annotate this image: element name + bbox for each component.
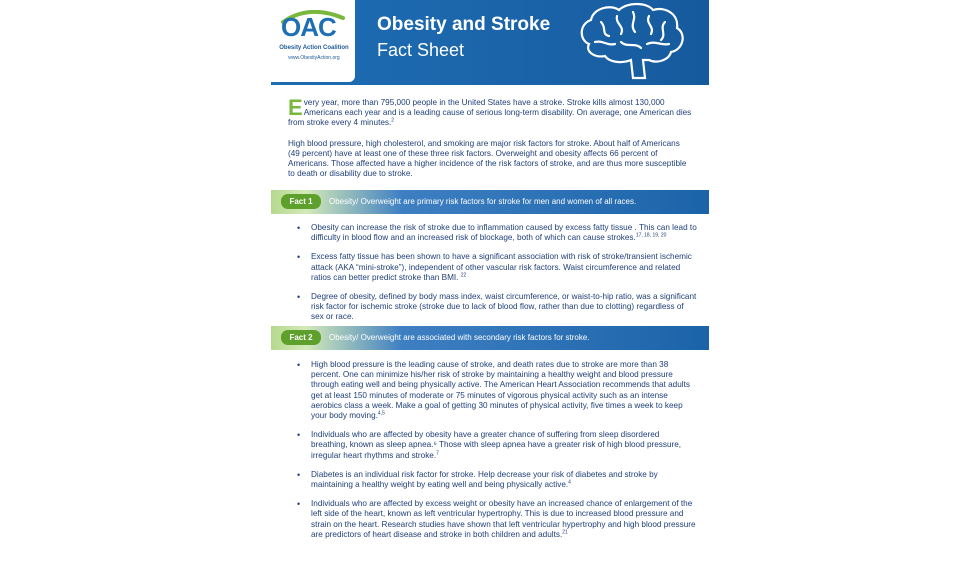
fact-2-heading: Obesity/ Overweight are associated with secondary risk factors for stroke. bbox=[329, 333, 590, 342]
list-item bbox=[287, 430, 697, 461]
list-item bbox=[287, 470, 697, 490]
bullet-text: Diabetes is an individual risk factor for stroke. Help decrease your risk of diabetes and stroke by maintaining a healthy weight by eating well and being physically active. bbox=[311, 469, 658, 490]
list-item bbox=[287, 223, 697, 243]
oac-logo[interactable] bbox=[271, 0, 355, 82]
footnote-ref: 4 bbox=[568, 479, 571, 486]
fact-2-list bbox=[287, 360, 697, 549]
fact-sheet-page bbox=[271, 0, 709, 566]
logo-letters: OAC bbox=[281, 12, 336, 42]
intro-p1-text: very year, more than 795,000 people in the United States have a stroke. Stroke kills almost 130,000 Americans each year and is a leading cause of serious long-term disability. On average, one American dies from stroke every 4 minutes. bbox=[288, 98, 692, 128]
page-subtitle: Fact Sheet bbox=[377, 40, 465, 60]
list-item bbox=[287, 499, 697, 540]
fact-2-bar bbox=[271, 326, 709, 350]
footnote-ref: 4,5 bbox=[377, 410, 385, 417]
logo-url: www.ObesityAction.org bbox=[288, 55, 340, 61]
footnote-ref: 7 bbox=[436, 449, 439, 456]
intro-section bbox=[288, 95, 693, 189]
fact-1-bar bbox=[271, 190, 709, 214]
brain-icon bbox=[571, 2, 691, 82]
fact-1-list bbox=[287, 223, 697, 332]
drop-cap: E bbox=[288, 95, 303, 120]
intro-paragraph-1 bbox=[288, 95, 693, 129]
footnote-ref: 22 bbox=[460, 272, 467, 279]
intro-paragraph-2: High blood pressure, high cholesterol, and smoking are major risk factors for stroke. About half of Americans (49 percent) have at least one of these three risk factors. Overweight and obesity affects 66 percent of Americans. Those affected have a higher incidence of the risk factors of stroke, and are thus more susceptible to death or disability due to stroke. bbox=[288, 138, 687, 179]
bullet-text: Obesity can increase the risk of stroke due to inflammation caused by excess fatty tissue . This can lead to difficulty in blood flow and an increased risk of blockage, both of which can cause strokes. bbox=[311, 223, 697, 243]
fact-1-heading: Obesity/ Overweight are primary risk factors for stroke for men and women of all races. bbox=[329, 197, 637, 206]
header-banner bbox=[271, 0, 709, 85]
list-item bbox=[287, 292, 697, 323]
list-item bbox=[287, 360, 697, 421]
list-item bbox=[287, 252, 697, 283]
footnote-ref: 17, 18, 19, 20 bbox=[635, 232, 667, 239]
bullet-text: Individuals who are affected by obesity have a greater chance of suffering from sleep disordered breathing, known as sleep apnea.⁶ Those with sleep apnea have a greater risk of high blood pressure, irregular heart rhythms and stroke. bbox=[311, 430, 682, 460]
page-title: Obesity and Stroke bbox=[377, 14, 551, 35]
fact-1-badge: Fact 1 bbox=[281, 194, 321, 209]
bullet-text: Excess fatty tissue has been shown to have a significant association with risk of stroke/transient ischemic attack (AKA “mini-stroke”), independent of other vascular risk factors. Waist circumference and related ratios can better predict stroke than BMI. bbox=[311, 252, 692, 282]
fact-2-badge: Fact 2 bbox=[281, 330, 321, 345]
bullet-text: Individuals who are affected by excess weight or obesity have an increased chance of enlargement of the left side of the heart, known as left ventricular hypertrophy. This is due to increased blood pressure and strain on the heart. Research studies have shown that left ventricular hypertrophy and high blood pressure are predictors of heart disease and stroke in both children and adults. bbox=[311, 499, 696, 539]
footnote-ref: 21 bbox=[562, 529, 568, 536]
footnote-ref: 2 bbox=[391, 117, 395, 124]
bullet-text: Degree of obesity, defined by body mass index, waist circumference, or waist-to-hip ratio, was a significant risk factor for ischemic stroke (stroke due to lack of blood flow, rather than due to clotting) regardless of sex or race. bbox=[311, 292, 697, 322]
logo-name: Obesity Action Coalition bbox=[279, 45, 349, 51]
bullet-text: High blood pressure is the leading cause of stroke, and death rates due to stroke are more than 38 percent. One can minimize his/her risk of stroke by maintaining a healthy weight and blood pressure through eating well and being physically active. The American Heart Association recommends that adults get at least 150 minutes of moderate or 75 minutes of vigorous physical activity such as an intense aerobics class a week. Make a goal of getting 30 minutes of physical activity, five times a week to keep your body moving. bbox=[311, 360, 690, 421]
